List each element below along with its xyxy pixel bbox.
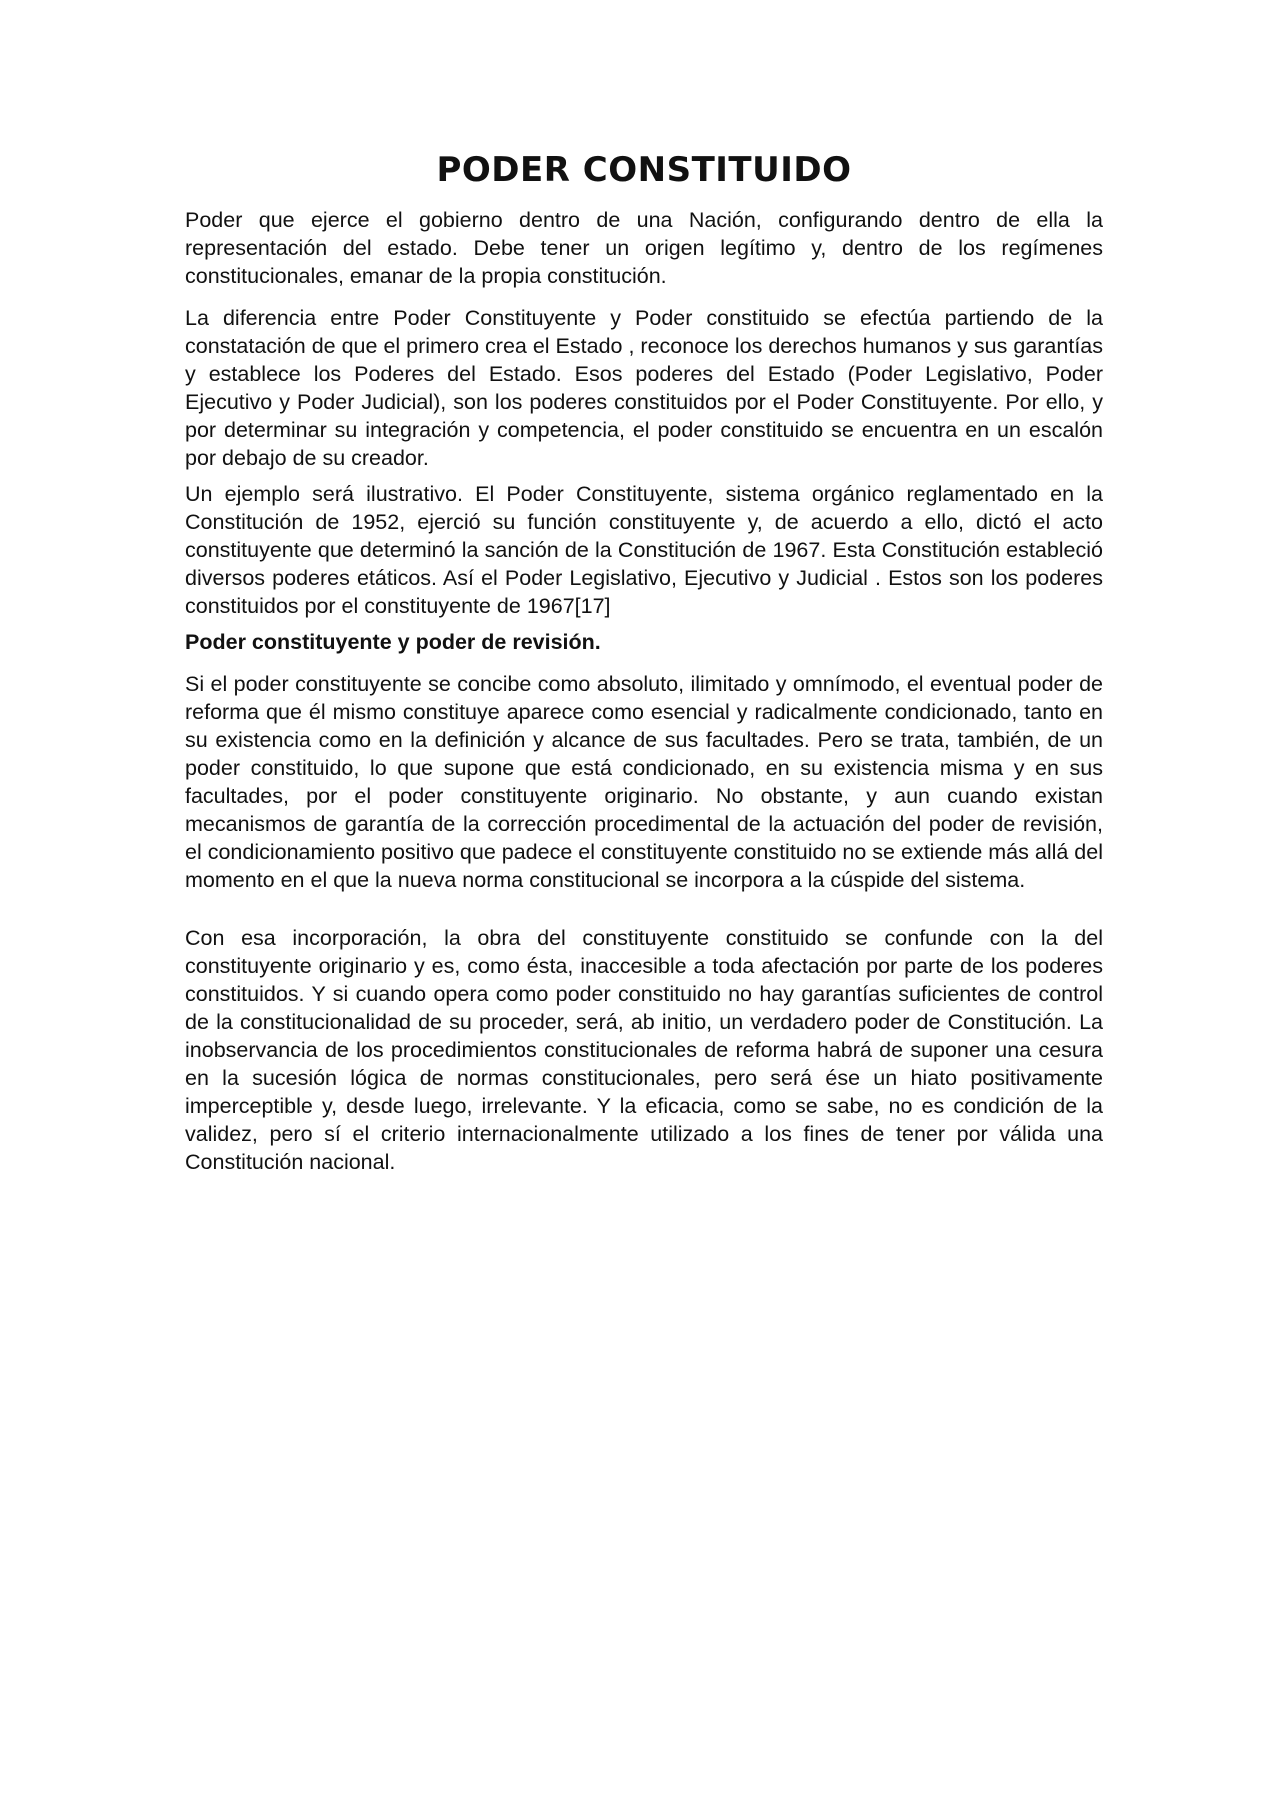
- paragraph-difference: La diferencia entre Poder Constituyente y Poder constituido se efectúa partiendo de la constatación de que el primero crea el Estado , reconoce los derechos humanos y sus garantías y establece los Poderes del Estado. Esos poderes del Estado (Poder Legislativo, Poder Ejecutivo y Poder Judicial), son los poderes constituidos por el Poder Constituyente. Por ello, y por determinar su integración y competencia, el poder constituido se encuentra en un escalón por debajo de su creador.: [185, 306, 1103, 470]
- paragraph-revision: Si el poder constituyente se concibe como absoluto, ilimitado y omnímodo, el eventual poder de reforma que él mismo constituye aparece como esencial y radicalmente condicionado, tanto en su existencia como en la definición y alcance de sus facultades. Pero se trata, también, de un poder constituido, lo que supone que está condicionado, en su existencia misma y en sus facultades, por el poder constituyente originario. No obstante, y aun cuando existan mecanismos de garantía de la corrección procedimental de la actuación del poder de revisión, el condicionamiento positivo que padece el constituyente constituido no se extiende más allá del momento en el que la nueva norma constitucional se incorpora a la cúspide del sistema.: [185, 672, 1103, 892]
- paragraph-incorporation: Con esa incorporación, la obra del constituyente constituido se confunde con la del constituyente originario y es, como ésta, inaccesible a toda afectación por parte de los poderes constituidos. Y si cuando opera como poder constituido no hay garantías suficientes de control de la constitucionalidad de su proceder, será, ab initio, un verdadero poder de Constitución. La inobservancia de los procedimientos constitucionales de reforma habrá de suponer una cesura en la sucesión lógica de normas constitucionales, pero será ése un hiato positivamente imperceptible y, desde luego, irrelevante. Y la eficacia, como se sabe, no es condición de la validez, pero sí el criterio internacionalmente utilizado a los fines de tener por válida una Constitución nacional.: [185, 926, 1103, 1174]
- section-heading: Poder constituyente y poder de revisión.: [185, 630, 601, 654]
- paragraph-definition: Poder que ejerce el gobierno dentro de una Nación, configurando dentro de ella la representación del estado. Debe tener un origen legítimo y, dentro de los regímenes constitucionales, emanar de la propia constitución.: [185, 208, 1103, 288]
- document-title: PODER CONSTITUIDO: [436, 150, 852, 190]
- paragraph-example: Un ejemplo será ilustrativo. El Poder Constituyente, sistema orgánico reglamentado en la Constitución de 1952, ejerció su función constituyente y, de acuerdo a ello, dictó el acto constituyente que determinó la sanción de la Constitución de 1967. Esta Constitución estableció diversos poderes etáticos. Así el Poder Legislativo, Ejecutivo y Judicial . Estos son los poderes constituidos por el constituyente de 1967[17]: [185, 482, 1103, 618]
- document-body: [185, 148, 1103, 1190]
